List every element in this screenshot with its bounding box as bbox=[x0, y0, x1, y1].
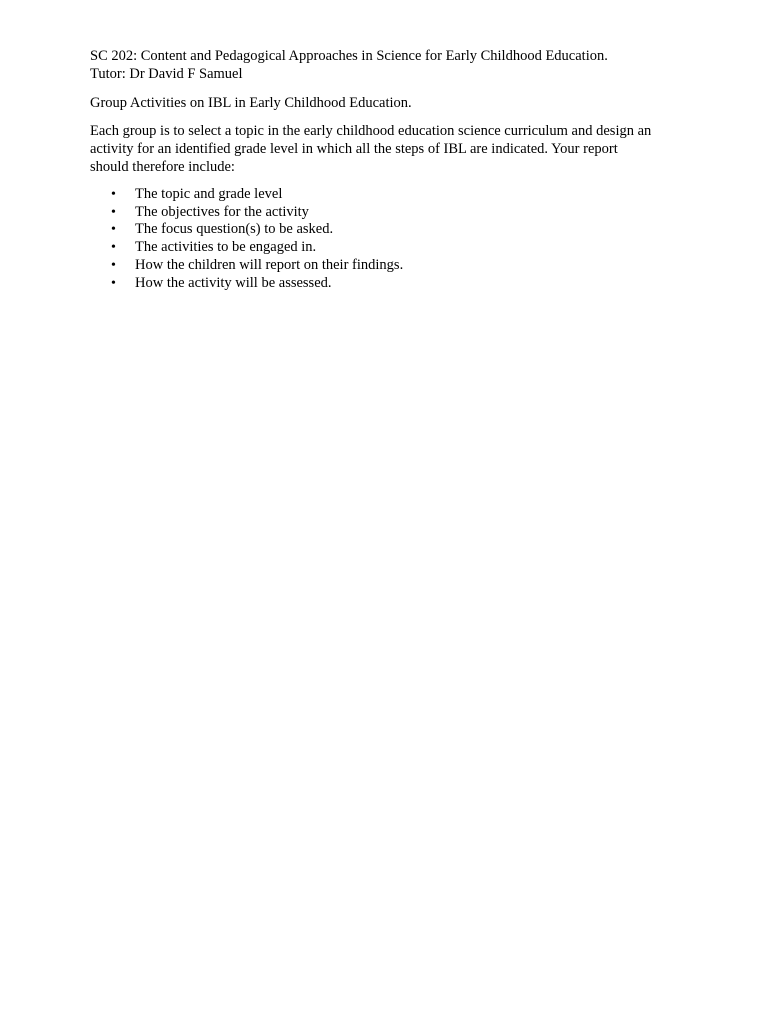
list-item-text: How the activity will be assessed. bbox=[135, 274, 332, 291]
bullet-icon: • bbox=[111, 187, 116, 202]
list-item bbox=[90, 186, 690, 204]
document-page bbox=[90, 47, 690, 292]
requirements-list bbox=[90, 186, 690, 292]
list-item-text: How the children will report on their findings. bbox=[135, 256, 404, 273]
instructions-line: should therefore include: bbox=[90, 159, 235, 175]
assignment-title: Group Activities on IBL in Early Childhood Education. bbox=[90, 95, 412, 111]
bullet-icon: • bbox=[111, 257, 116, 273]
course-header bbox=[90, 47, 690, 83]
list-item bbox=[90, 221, 690, 239]
bullet-icon: • bbox=[111, 275, 116, 291]
list-item bbox=[90, 257, 690, 275]
list-item bbox=[90, 275, 690, 293]
instructions-line: activity for an identified grade level in which all the steps of IBL are indicated. Your report bbox=[90, 141, 618, 157]
list-item-text: The focus question(s) to be asked. bbox=[135, 221, 334, 238]
tutor-name: Tutor: Dr David F Samuel bbox=[90, 66, 243, 82]
course-title: SC 202: Content and Pedagogical Approaches in Science for Early Childhood Education. bbox=[90, 48, 608, 64]
list-item bbox=[90, 204, 690, 222]
list-item-text: The objectives for the activity bbox=[135, 203, 309, 220]
bullet-icon: • bbox=[111, 222, 116, 238]
list-item bbox=[90, 239, 690, 257]
bullet-icon: • bbox=[111, 204, 116, 220]
instructions-line: Each group is to select a topic in the early childhood education science curriculum and design an bbox=[90, 123, 652, 139]
list-item-text: The topic and grade level bbox=[135, 186, 283, 202]
instructions-paragraph bbox=[90, 122, 690, 176]
bullet-icon: • bbox=[111, 240, 116, 256]
list-item-text: The activities to be engaged in. bbox=[135, 239, 317, 256]
